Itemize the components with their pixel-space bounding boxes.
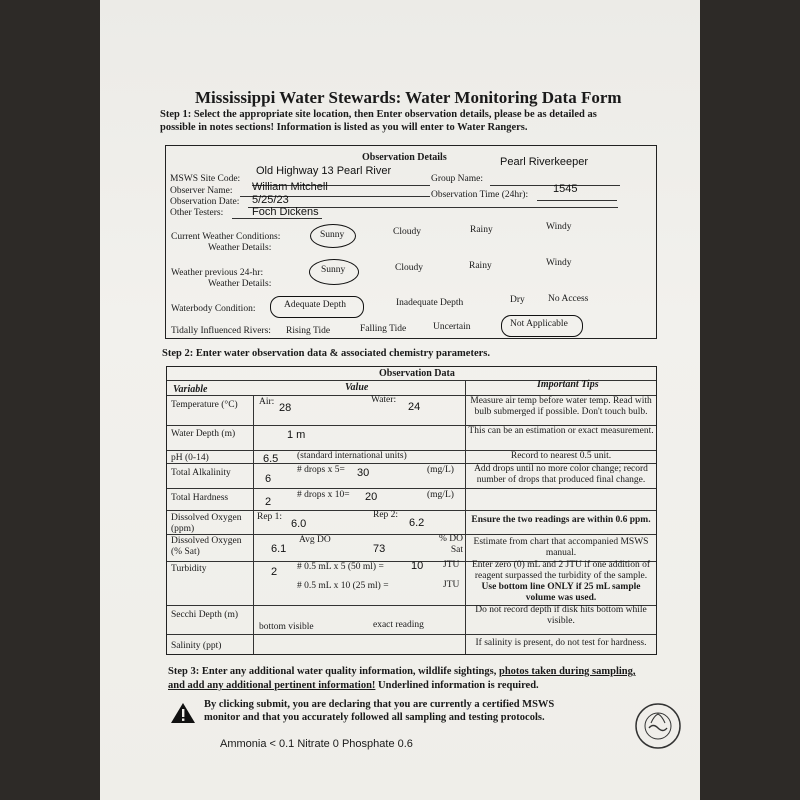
jtu-label-1: JTU [443,560,460,570]
observation-data-heading: Observation Data [379,368,455,379]
water-depth-field[interactable]: 1 m [287,429,306,441]
site-code-label: MSWS Site Code: [170,174,241,184]
tidal-option-uncertain[interactable]: Uncertain [433,322,471,332]
turbidity-tip-2: Use bottom line ONLY if 25 mL sample volume was used. [481,582,641,603]
step3-instructions: Step 3: Enter any additional water quality information, wildlife sightings, photos taken during sampling, and add any additional pertinent information! Underlined information is required. [168,666,636,691]
prev-weather-details-label: Weather Details: [208,279,272,289]
pct-do-sat-label: % DO Sat [438,534,463,555]
hardness-value-field[interactable]: 20 [365,491,378,503]
air-temp-field[interactable]: 28 [279,402,292,414]
prev-weather-option-sunny[interactable]: Sunny [321,265,346,275]
rep1-field[interactable]: 6.0 [291,518,307,530]
salinity-label: Salinity (ppt) [171,641,222,651]
warning-icon [170,702,196,724]
certification-declaration: By clicking submit, you are declaring that you are currently a certified MSWS monitor and that you accurately followed all sampling and testing protocols. [204,699,555,723]
col-variable-header: Variable [173,384,208,395]
other-testers-field[interactable]: Foch Dickens [252,206,319,218]
step2-instructions: Step 2: Enter water observation data & associated chemistry parameters. [162,348,490,359]
ph-label: pH (0-14) [171,453,209,463]
mississippi-water-stewards-seal-icon [634,702,682,750]
turbidity-formula-2: # 0.5 mL x 10 (25 ml) = [297,581,389,591]
turbidity-tip-1: Enter zero (0) mL and 2 JTU if one addition of reagent surpassed the turbidity of the sample. [472,560,650,581]
avg-do-label: Avg DO [299,535,331,545]
rep2-label: Rep 2: [373,510,399,520]
current-weather-label: Current Weather Conditions: [171,232,281,242]
ph-tip: Record to nearest 0.5 unit. [510,451,612,461]
salinity-tip: If salinity is present, do not test for hardness. [475,638,647,648]
secchi-tip: Do not record depth if disk hits bottom while visible. [475,605,647,626]
alkalinity-value-field[interactable]: 30 [357,467,370,479]
current-weather-option-windy[interactable]: Windy [546,222,572,232]
waterbody-option-inadequate[interactable]: Inadequate Depth [396,298,464,308]
site-code-field[interactable]: Old Highway 13 Pearl River [256,165,392,177]
do-sat-tip: Estimate from chart that accompanied MSWS manual. [473,537,649,558]
observation-data-table [166,366,657,655]
turbidity-value-field[interactable]: 10 [411,560,424,572]
turbidity-reading-field[interactable]: 2 [271,566,278,578]
rep1-label: Rep 1: [257,512,283,522]
group-name-field[interactable]: Pearl Riverkeeper [500,156,589,168]
tidal-label: Tidally Influenced Rivers: [171,326,271,336]
prev-weather-label: Weather previous 24-hr: [171,268,264,278]
do-sat-label: Dissolved Oxygen (% Sat) [171,536,242,557]
temperature-label: Temperature (°C) [171,400,238,410]
step1-instructions: Step 1: Select the appropriate site location, then Enter observation details, please be as detailed as possible in notes sections! Information is listed as you will enter to Water Rangers. [160,109,597,133]
turbidity-formula-1: # 0.5 mL x 5 (50 ml) = [297,562,384,572]
observer-name-field[interactable]: William Mitchell [252,181,328,193]
water-depth-label: Water Depth (m) [171,429,236,439]
observation-date-label: Observation Date: [170,197,240,207]
current-weather-option-rainy[interactable]: Rainy [470,225,493,235]
waterbody-option-adequate[interactable]: Adequate Depth [284,300,346,310]
waterbody-condition-label: Waterbody Condition: [171,304,256,314]
do-sat-reading-field[interactable]: 6.1 [271,543,287,555]
observer-name-label: Observer Name: [170,186,233,196]
rep2-field[interactable]: 6.2 [409,517,425,529]
observation-time-field[interactable]: 1545 [553,183,578,195]
form-title: Mississippi Water Stewards: Water Monitoring Data Form [195,88,622,107]
hardness-label: Total Hardness [171,493,229,503]
temp-tip: Measure air temp before water temp. Read with bulb submerged if possible. Don't touch bulb. [470,396,652,417]
current-weather-details-label: Weather Details: [208,243,272,253]
depth-tip: This can be an estimation or exact measurement. [468,426,654,436]
water-temp-field[interactable]: 24 [408,401,421,413]
waterbody-option-dry[interactable]: Dry [510,295,525,305]
prev-weather-option-rainy[interactable]: Rainy [469,261,492,271]
do-ppm-label: Dissolved Oxygen (ppm) [171,513,242,534]
current-weather-option-sunny[interactable]: Sunny [320,230,345,240]
tidal-option-rising[interactable]: Rising Tide [286,326,331,336]
prev-weather-option-cloudy[interactable]: Cloudy [395,263,423,273]
alkalinity-label: Total Alkalinity [171,468,231,478]
alkalinity-unit: (mg/L) [427,465,454,475]
observation-details-heading: Observation Details [362,152,447,163]
ph-field[interactable]: 6.5 [263,453,279,465]
current-weather-option-cloudy[interactable]: Cloudy [393,227,421,237]
water-label: Water: [371,395,397,405]
alkalinity-drops-field[interactable]: 6 [265,473,272,485]
drops-tip: Add drops until no more color change; record number of drops that produced final change. [474,464,648,485]
prev-weather-option-windy[interactable]: Windy [546,258,572,268]
hardness-drops-field[interactable]: 2 [265,496,272,508]
jtu-label-2: JTU [443,580,460,590]
col-tips-header: Important Tips [537,379,599,390]
air-label: Air: [259,397,275,407]
observation-time-label: Observation Time (24hr): [431,190,529,200]
tidal-option-not-applicable[interactable]: Not Applicable [510,319,568,329]
secchi-option-bottom-visible[interactable]: bottom visible [259,622,314,632]
turbidity-label: Turbidity [171,564,207,574]
secchi-option-exact-reading[interactable]: exact reading [373,620,424,630]
secchi-label: Secchi Depth (m) [171,610,239,620]
do-tip: Ensure the two readings are within 0.6 ppm. [471,515,651,525]
group-name-label: Group Name: [431,174,483,184]
other-testers-label: Other Testers: [170,208,224,218]
avg-do-field[interactable]: 73 [373,543,386,555]
col-value-header: Value [345,382,369,393]
additional-notes-field[interactable]: Ammonia < 0.1 Nitrate 0 Phosphate 0.6 [220,738,413,750]
ph-units: (standard international units) [297,451,407,461]
alkalinity-formula: # drops x 5= [297,465,345,475]
hardness-formula: # drops x 10= [297,490,350,500]
hardness-unit: (mg/L) [427,490,454,500]
observation-date-field[interactable]: 5/25/23 [252,194,289,206]
tidal-option-falling[interactable]: Falling Tide [360,324,407,334]
waterbody-option-no-access[interactable]: No Access [548,294,589,304]
